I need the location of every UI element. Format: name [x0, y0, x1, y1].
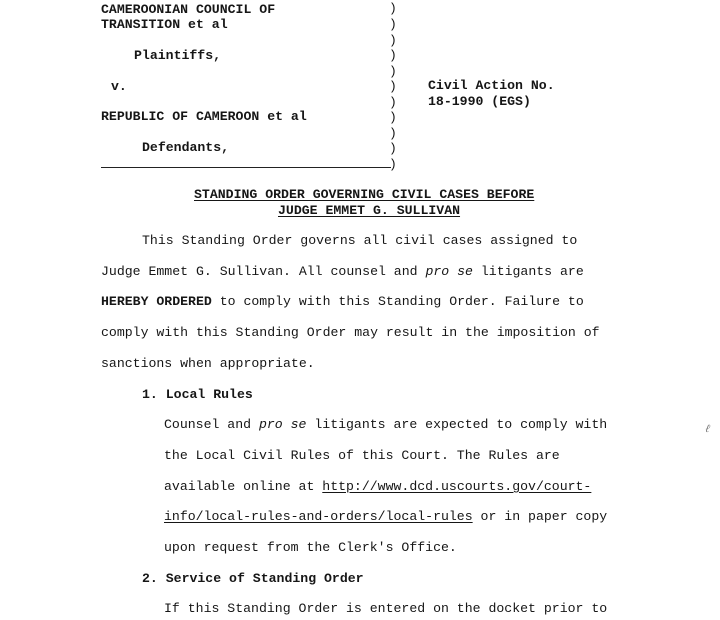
plaintiff-name-line1: CAMEROONIAN COUNCIL OF — [101, 2, 276, 17]
section-text: Counsel and — [164, 417, 259, 432]
intro-line-2 — [101, 264, 584, 280]
section-text: litigants are expected to comply with — [306, 417, 608, 432]
defendant-name: REPUBLIC OF CAMEROON et al — [101, 109, 307, 124]
intro-line-5: sanctions when appropriate. — [101, 356, 315, 371]
section-1-line-2: the Local Civil Rules of this Court. The Rules are — [164, 448, 560, 463]
versus-label: v. — [111, 79, 127, 94]
local-rules-link[interactable]: http://www.dcd.uscourts.gov/court- — [322, 479, 592, 494]
pro-se-italic: pro se — [425, 264, 473, 279]
order-title-line2: JUDGE EMMET G. SULLIVAN — [278, 203, 461, 218]
section-2-heading: 2. Service of Standing Order — [142, 571, 364, 586]
section-text: or in paper copy — [472, 509, 608, 524]
section-1-line-3 — [164, 479, 591, 495]
defendants-label: Defendants, — [142, 140, 230, 155]
plaintiff-name-line2: TRANSITION et al — [101, 17, 228, 32]
order-title-line1: STANDING ORDER GOVERNING CIVIL CASES BEFORE — [194, 187, 535, 202]
intro-text: to comply with this Standing Order. Failure to — [211, 294, 584, 309]
section-1-line-5: upon request from the Clerk's Office. — [164, 540, 457, 555]
plaintiffs-label: Plaintiffs, — [134, 48, 222, 63]
margin-pen-mark: ℓ — [702, 423, 713, 437]
section-2-line-1: If this Standing Order is entered on the docket prior to — [164, 601, 608, 616]
intro-line-4: comply with this Standing Order may result in the imposition of — [101, 325, 600, 340]
caption-paren: ) — [389, 110, 397, 125]
intro-text: Judge Emmet G. Sullivan. All counsel and — [101, 264, 426, 279]
caption-paren: ) — [389, 48, 397, 63]
section-1-heading: 1. Local Rules — [142, 387, 253, 402]
caption-paren: ) — [389, 141, 397, 156]
intro-line-3 — [101, 294, 584, 310]
caption-paren: ) — [389, 17, 397, 32]
caption-paren: ) — [389, 79, 397, 94]
civil-action-label: Civil Action No. — [428, 78, 555, 93]
caption-paren: ) — [389, 33, 397, 48]
intro-line-1: This Standing Order governs all civil cases assigned to — [142, 233, 578, 248]
local-rules-link[interactable]: info/local-rules-and-orders/local-rules — [164, 509, 473, 524]
caption-paren: ) — [389, 64, 397, 79]
caption-paren: ) — [389, 126, 397, 141]
intro-text: litigants are — [472, 264, 584, 279]
section-1-line-4 — [164, 509, 607, 525]
caption-underline — [101, 167, 391, 168]
civil-action-number: 18-1990 (EGS) — [428, 94, 531, 109]
hereby-ordered-bold: HEREBY ORDERED — [101, 294, 212, 309]
pro-se-italic: pro se — [258, 417, 307, 432]
section-text: available online at — [164, 479, 323, 494]
caption-paren: ) — [389, 95, 397, 110]
caption-paren: ) — [389, 1, 397, 16]
caption-paren: ) — [389, 157, 397, 172]
section-1-line-1 — [164, 417, 607, 433]
